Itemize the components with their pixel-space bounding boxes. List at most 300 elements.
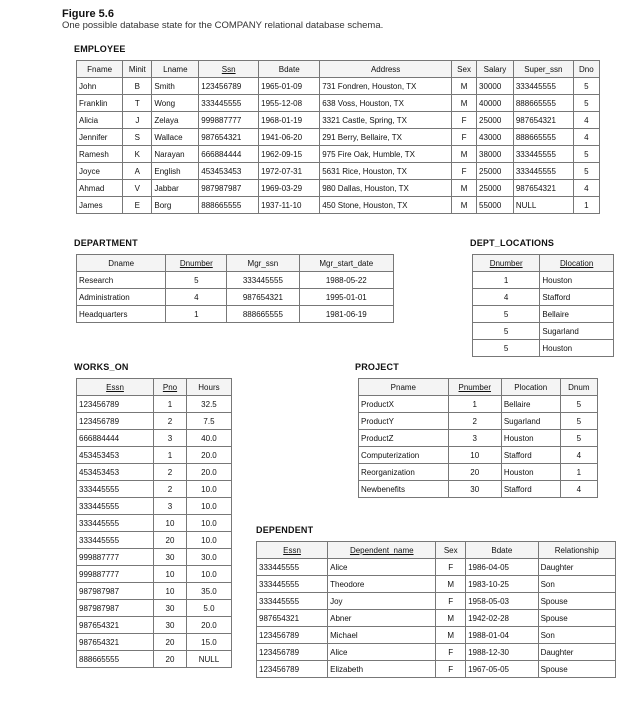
table-cell: Sugarland <box>540 323 614 340</box>
table-cell: 291 Berry, Bellaire, TX <box>320 129 452 146</box>
table-cell: 2 <box>448 413 501 430</box>
table-cell: Alice <box>328 644 436 661</box>
table-cell: 35.0 <box>186 583 231 600</box>
table-cell: 1988-05-22 <box>299 272 393 289</box>
table-cell: 333445555 <box>513 78 573 95</box>
table-cell: M <box>436 610 466 627</box>
table-cell: 30 <box>448 481 501 498</box>
table-cell: Daughter <box>538 559 615 576</box>
table-cell: F <box>452 129 477 146</box>
table-cell: 5 <box>573 146 599 163</box>
table-cell: ProductY <box>359 413 449 430</box>
table-cell: 666884444 <box>199 146 259 163</box>
table-cell: Ahmad <box>77 180 123 197</box>
table-cell: Stafford <box>501 447 560 464</box>
table-cell: 123456789 <box>257 661 328 678</box>
table-row <box>359 447 598 464</box>
figure-caption: One possible database state for the COMPANY relational database schema. <box>62 20 384 31</box>
table-cell: 1968-01-19 <box>259 112 320 129</box>
table-cell: 25000 <box>477 112 514 129</box>
table-cell: Joyce <box>77 163 123 180</box>
table-row <box>473 289 614 306</box>
table-cell: Reorganization <box>359 464 449 481</box>
table-cell: 453453453 <box>77 447 154 464</box>
table-row <box>257 610 616 627</box>
table-cell: 10.0 <box>186 566 231 583</box>
column-header: Dno <box>573 61 599 78</box>
table-cell: 333445555 <box>257 559 328 576</box>
table-row <box>77 78 600 95</box>
table-cell: Son <box>538 576 615 593</box>
project-label: PROJECT <box>355 362 399 372</box>
table-row <box>77 600 232 617</box>
table-cell: 30 <box>154 549 187 566</box>
table-cell: 123456789 <box>77 396 154 413</box>
column-header: Mgr_ssn <box>227 255 299 272</box>
table-cell: 333445555 <box>227 272 299 289</box>
table-row <box>359 396 598 413</box>
table-row <box>257 576 616 593</box>
table-cell: 333445555 <box>77 498 154 515</box>
table-cell: Son <box>538 627 615 644</box>
table-cell: 20 <box>154 651 187 668</box>
table-cell: Alicia <box>77 112 123 129</box>
table-cell: 888665555 <box>513 95 573 112</box>
dependent-header-row <box>257 542 616 559</box>
table-row <box>77 146 600 163</box>
dependent-table <box>256 541 616 678</box>
column-header: Hours <box>186 379 231 396</box>
table-cell: Abner <box>328 610 436 627</box>
table-cell: 5 <box>573 78 599 95</box>
table-cell: 3 <box>154 430 187 447</box>
table-cell: 1995-01-01 <box>299 289 393 306</box>
table-cell: 987654321 <box>513 112 573 129</box>
table-cell: K <box>123 146 152 163</box>
column-header: Plocation <box>501 379 560 396</box>
table-cell: Jabbar <box>152 180 199 197</box>
table-cell: 30.0 <box>186 549 231 566</box>
column-header: Sex <box>452 61 477 78</box>
table-row <box>473 306 614 323</box>
project-table <box>358 378 598 498</box>
table-cell: 55000 <box>477 197 514 214</box>
table-row <box>257 559 616 576</box>
table-cell: 40.0 <box>186 430 231 447</box>
table-cell: 20.0 <box>186 447 231 464</box>
table-cell: Bellaire <box>540 306 614 323</box>
table-cell: 5.0 <box>186 600 231 617</box>
table-cell: 20 <box>154 532 187 549</box>
table-row <box>77 634 232 651</box>
table-cell: Zelaya <box>152 112 199 129</box>
table-cell: 1 <box>154 447 187 464</box>
table-row <box>473 272 614 289</box>
department-label: DEPARTMENT <box>74 238 138 248</box>
table-row <box>359 430 598 447</box>
table-cell: S <box>123 129 152 146</box>
table-cell: 1941-06-20 <box>259 129 320 146</box>
table-cell: 43000 <box>477 129 514 146</box>
table-cell: 4 <box>473 289 540 306</box>
column-header: Dnumber <box>166 255 227 272</box>
table-cell: Borg <box>152 197 199 214</box>
table-cell: T <box>123 95 152 112</box>
table-cell: 30 <box>154 617 187 634</box>
column-header: Dlocation <box>540 255 614 272</box>
table-cell: 3 <box>448 430 501 447</box>
table-cell: E <box>123 197 152 214</box>
table-cell: 5 <box>473 306 540 323</box>
column-header: Dependent_name <box>328 542 436 559</box>
table-cell: 2 <box>154 481 187 498</box>
table-row <box>77 481 232 498</box>
table-cell: John <box>77 78 123 95</box>
table-cell: 4 <box>573 180 599 197</box>
dept-locations-header-row <box>473 255 614 272</box>
table-cell: 123456789 <box>257 627 328 644</box>
table-cell: 333445555 <box>77 481 154 498</box>
table-row <box>77 396 232 413</box>
table-cell: 1 <box>560 464 597 481</box>
column-header: Minit <box>123 61 152 78</box>
table-cell: 32.5 <box>186 396 231 413</box>
table-cell: Jennifer <box>77 129 123 146</box>
column-header: Essn <box>257 542 328 559</box>
table-cell: 10.0 <box>186 481 231 498</box>
table-cell: Narayan <box>152 146 199 163</box>
table-cell: M <box>436 576 466 593</box>
table-cell: 1 <box>573 197 599 214</box>
table-cell: 10.0 <box>186 498 231 515</box>
table-row <box>77 180 600 197</box>
table-row <box>359 464 598 481</box>
table-cell: ProductZ <box>359 430 449 447</box>
table-cell: 987987987 <box>77 583 154 600</box>
table-cell: 1955-12-08 <box>259 95 320 112</box>
table-cell: Headquarters <box>77 306 166 323</box>
table-row <box>77 272 394 289</box>
table-cell: 7.5 <box>186 413 231 430</box>
table-cell: Daughter <box>538 644 615 661</box>
table-cell: A <box>123 163 152 180</box>
table-cell: Elizabeth <box>328 661 436 678</box>
table-cell: Wong <box>152 95 199 112</box>
table-cell: 4 <box>573 112 599 129</box>
table-cell: 1 <box>448 396 501 413</box>
column-header: Dnum <box>560 379 597 396</box>
table-cell: Bellaire <box>501 396 560 413</box>
works-on-header-row <box>77 379 232 396</box>
table-cell: Spouse <box>538 593 615 610</box>
table-cell: Research <box>77 272 166 289</box>
table-row <box>77 430 232 447</box>
table-cell: F <box>436 559 466 576</box>
table-cell: 999887777 <box>199 112 259 129</box>
table-cell: Computerization <box>359 447 449 464</box>
table-cell: Theodore <box>328 576 436 593</box>
project-header-row <box>359 379 598 396</box>
table-cell: ProductX <box>359 396 449 413</box>
table-cell: 30 <box>154 600 187 617</box>
table-cell: 987654321 <box>227 289 299 306</box>
table-cell: 1981-06-19 <box>299 306 393 323</box>
table-row <box>257 627 616 644</box>
table-row <box>77 617 232 634</box>
table-row <box>473 340 614 357</box>
column-header: Lname <box>152 61 199 78</box>
table-row <box>359 481 598 498</box>
table-cell: 20 <box>154 634 187 651</box>
table-cell: 1986-04-05 <box>466 559 538 576</box>
table-cell: 2 <box>154 464 187 481</box>
table-row <box>77 163 600 180</box>
table-row <box>77 549 232 566</box>
table-cell: 333445555 <box>199 95 259 112</box>
column-header: Relationship <box>538 542 615 559</box>
column-header: Bdate <box>466 542 538 559</box>
table-cell: Stafford <box>540 289 614 306</box>
column-header: Essn <box>77 379 154 396</box>
column-header: Super_ssn <box>513 61 573 78</box>
table-row <box>77 515 232 532</box>
table-cell: Michael <box>328 627 436 644</box>
table-cell: 25000 <box>477 163 514 180</box>
table-cell: F <box>436 593 466 610</box>
table-cell: Houston <box>540 272 614 289</box>
table-row <box>257 661 616 678</box>
column-header: Salary <box>477 61 514 78</box>
table-cell: 10 <box>154 515 187 532</box>
table-cell: 10.0 <box>186 515 231 532</box>
table-cell: 888665555 <box>513 129 573 146</box>
table-cell: F <box>452 163 477 180</box>
table-cell: 5 <box>560 430 597 447</box>
table-row <box>77 289 394 306</box>
table-row <box>359 413 598 430</box>
table-cell: Wallace <box>152 129 199 146</box>
table-cell: 10 <box>154 566 187 583</box>
column-header: Mgr_start_date <box>299 255 393 272</box>
table-cell: 15.0 <box>186 634 231 651</box>
dependent-label: DEPENDENT <box>256 525 314 535</box>
table-cell: 1988-12-30 <box>466 644 538 661</box>
table-cell: Alice <box>328 559 436 576</box>
table-row <box>257 593 616 610</box>
table-cell: 987987987 <box>77 600 154 617</box>
table-cell: Spouse <box>538 661 615 678</box>
table-row <box>77 197 600 214</box>
table-cell: 123456789 <box>199 78 259 95</box>
department-header-row <box>77 255 394 272</box>
table-cell: 333445555 <box>77 532 154 549</box>
dept-locations-label: DEPT_LOCATIONS <box>470 238 555 248</box>
table-cell: 1969-03-29 <box>259 180 320 197</box>
column-header: Dnumber <box>473 255 540 272</box>
table-cell: NULL <box>186 651 231 668</box>
table-cell: J <box>123 112 152 129</box>
dept-locations-table <box>472 254 614 357</box>
table-cell: 5 <box>166 272 227 289</box>
table-cell: 4 <box>166 289 227 306</box>
figure-title: Figure 5.6 <box>62 8 114 20</box>
table-cell: F <box>436 644 466 661</box>
table-row <box>77 306 394 323</box>
column-header: Pno <box>154 379 187 396</box>
table-cell: M <box>436 627 466 644</box>
table-cell: 40000 <box>477 95 514 112</box>
table-cell: 38000 <box>477 146 514 163</box>
employee-label: EMPLOYEE <box>74 44 126 54</box>
table-cell: 1965-01-09 <box>259 78 320 95</box>
table-cell: 10 <box>154 583 187 600</box>
table-cell: 5631 Rice, Houston, TX <box>320 163 452 180</box>
table-cell: 888665555 <box>77 651 154 668</box>
table-row <box>77 95 600 112</box>
table-cell: B <box>123 78 152 95</box>
table-cell: 4 <box>560 481 597 498</box>
table-cell: 731 Fondren, Houston, TX <box>320 78 452 95</box>
column-header: Address <box>320 61 452 78</box>
table-cell: 987654321 <box>199 129 259 146</box>
table-cell: Houston <box>501 430 560 447</box>
table-cell: 999887777 <box>77 549 154 566</box>
table-row <box>257 644 616 661</box>
table-cell: 450 Stone, Houston, TX <box>320 197 452 214</box>
table-row <box>77 498 232 515</box>
table-cell: 1972-07-31 <box>259 163 320 180</box>
column-header: Bdate <box>259 61 320 78</box>
table-cell: 3 <box>154 498 187 515</box>
table-cell: 20.0 <box>186 464 231 481</box>
table-cell: 888665555 <box>227 306 299 323</box>
table-row <box>77 583 232 600</box>
table-cell: 4 <box>573 129 599 146</box>
table-cell: 1937-11-10 <box>259 197 320 214</box>
employee-header-row <box>77 61 600 78</box>
table-cell: Ramesh <box>77 146 123 163</box>
table-cell: M <box>452 78 477 95</box>
column-header: Dname <box>77 255 166 272</box>
table-row <box>77 651 232 668</box>
table-cell: 30000 <box>477 78 514 95</box>
works-on-table <box>76 378 232 668</box>
department-table <box>76 254 394 323</box>
table-cell: Newbenefits <box>359 481 449 498</box>
employee-table <box>76 60 600 214</box>
table-cell: James <box>77 197 123 214</box>
table-cell: 987987987 <box>199 180 259 197</box>
table-cell: 20.0 <box>186 617 231 634</box>
table-cell: 5 <box>560 413 597 430</box>
table-cell: 5 <box>573 163 599 180</box>
table-cell: Joy <box>328 593 436 610</box>
table-cell: Spouse <box>538 610 615 627</box>
table-cell: 333445555 <box>513 146 573 163</box>
table-cell: 975 Fire Oak, Humble, TX <box>320 146 452 163</box>
table-cell: 638 Voss, Houston, TX <box>320 95 452 112</box>
table-cell: 333445555 <box>513 163 573 180</box>
table-cell: 1958-05-03 <box>466 593 538 610</box>
table-cell: Franklin <box>77 95 123 112</box>
table-cell: 5 <box>573 95 599 112</box>
table-cell: 980 Dallas, Houston, TX <box>320 180 452 197</box>
table-row <box>77 464 232 481</box>
table-cell: 333445555 <box>257 593 328 610</box>
table-cell: 453453453 <box>77 464 154 481</box>
table-cell: English <box>152 163 199 180</box>
table-cell: 20 <box>448 464 501 481</box>
table-row <box>77 129 600 146</box>
table-cell: 1967-05-05 <box>466 661 538 678</box>
table-cell: 4 <box>560 447 597 464</box>
column-header: Pnumber <box>448 379 501 396</box>
table-row <box>473 323 614 340</box>
table-cell: 123456789 <box>77 413 154 430</box>
table-cell: 987654321 <box>77 617 154 634</box>
table-row <box>77 447 232 464</box>
table-cell: 1 <box>166 306 227 323</box>
table-cell: Smith <box>152 78 199 95</box>
table-cell: V <box>123 180 152 197</box>
table-cell: Sugarland <box>501 413 560 430</box>
table-cell: 333445555 <box>77 515 154 532</box>
table-cell: 333445555 <box>257 576 328 593</box>
table-row <box>77 413 232 430</box>
table-cell: 1983-10-25 <box>466 576 538 593</box>
table-cell: 987654321 <box>513 180 573 197</box>
column-header: Sex <box>436 542 466 559</box>
table-cell: 1 <box>154 396 187 413</box>
table-cell: M <box>452 197 477 214</box>
table-cell: 987654321 <box>257 610 328 627</box>
column-header: Pname <box>359 379 449 396</box>
table-cell: 5 <box>473 323 540 340</box>
table-cell: 25000 <box>477 180 514 197</box>
table-cell: Houston <box>501 464 560 481</box>
column-header: Ssn <box>199 61 259 78</box>
table-cell: F <box>436 661 466 678</box>
table-cell: 5 <box>560 396 597 413</box>
table-row <box>77 112 600 129</box>
table-cell: 10.0 <box>186 532 231 549</box>
table-cell: 1 <box>473 272 540 289</box>
table-cell: Houston <box>540 340 614 357</box>
table-cell: 10 <box>448 447 501 464</box>
table-cell: M <box>452 146 477 163</box>
table-cell: 1962-09-15 <box>259 146 320 163</box>
table-cell: 123456789 <box>257 644 328 661</box>
table-cell: NULL <box>513 197 573 214</box>
table-cell: 987654321 <box>77 634 154 651</box>
table-cell: 1988-01-04 <box>466 627 538 644</box>
table-cell: F <box>452 112 477 129</box>
table-cell: M <box>452 95 477 112</box>
works-on-label: WORKS_ON <box>74 362 129 372</box>
table-cell: 1942-02-28 <box>466 610 538 627</box>
table-cell: 2 <box>154 413 187 430</box>
table-cell: 5 <box>473 340 540 357</box>
table-cell: Stafford <box>501 481 560 498</box>
table-row <box>77 532 232 549</box>
column-header: Fname <box>77 61 123 78</box>
table-cell: 453453453 <box>199 163 259 180</box>
table-cell: Administration <box>77 289 166 306</box>
table-cell: 999887777 <box>77 566 154 583</box>
table-cell: 888665555 <box>199 197 259 214</box>
table-cell: M <box>452 180 477 197</box>
table-cell: 666884444 <box>77 430 154 447</box>
